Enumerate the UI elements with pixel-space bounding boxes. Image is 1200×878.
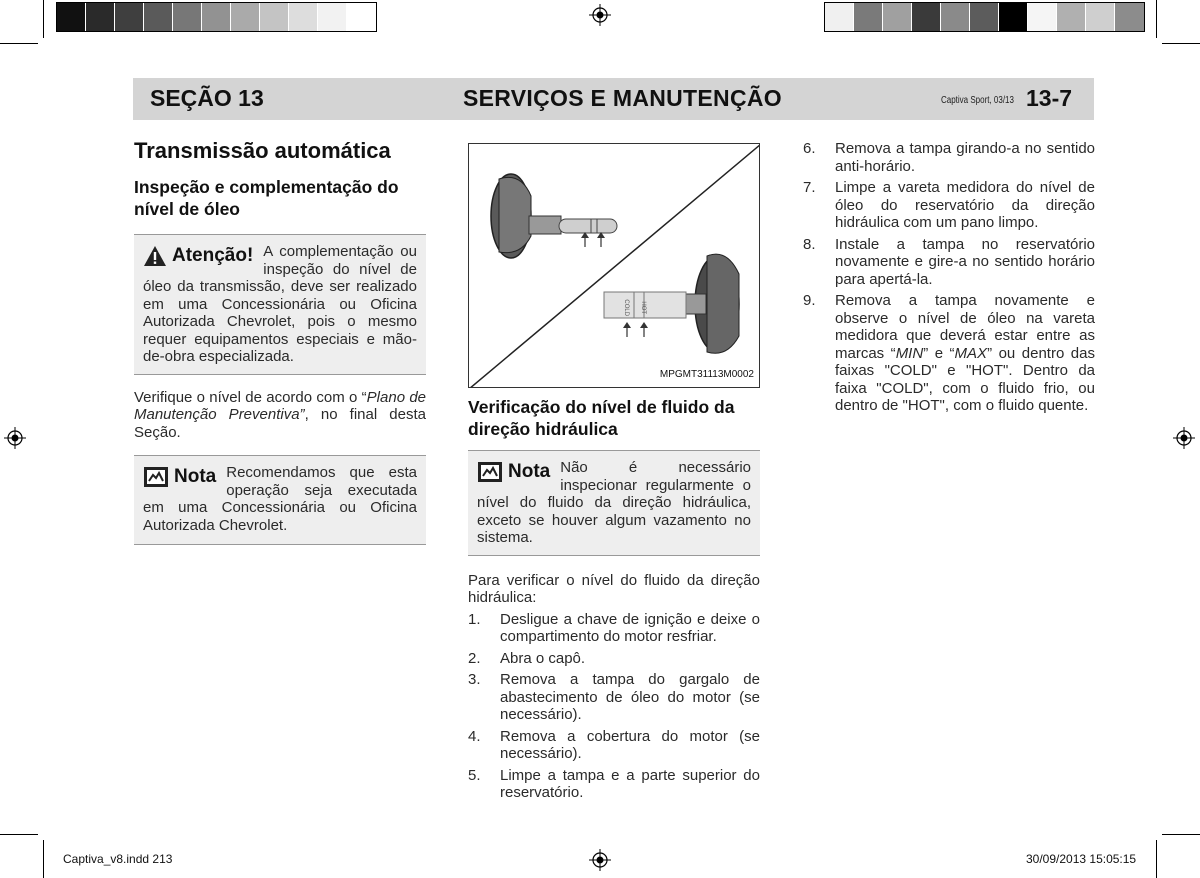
section-header [133,78,1094,120]
figure-code: MPGMT31113M0002 [659,368,754,380]
note-box [134,455,426,545]
warning-triangle-icon [143,245,167,267]
crop-mark [43,0,44,38]
step-text: Remova a tampa girando-a no sentido anti-horário. [835,140,1095,175]
max-mark: MAX [954,344,988,362]
color-swatch [941,3,970,31]
color-swatch [854,3,883,31]
color-swatch [318,3,347,31]
color-swatch [260,3,289,31]
registration-mark-icon [589,849,611,871]
step-text-part: Remova a tampa novamente e observe o nível de óleo na vareta medidora que deverá estar entre as marcas “ [835,292,1095,362]
note-icon [477,461,503,483]
note-tag [477,459,550,485]
footer-date: 30/09/2013 15:05:15 [1026,852,1137,866]
step-text: Limpe a tampa e a parte superior do reservatório. [500,766,760,801]
color-swatch [825,3,854,31]
step-number: 5. [468,766,481,784]
crop-mark [1162,43,1200,44]
paragraph-text: , no final desta Seção. [134,406,426,441]
step-text: Limpe a vareta medidora do nível de óleo do reservatório da direção hidráulica com um pano limpo. [835,179,1095,231]
page-heading: Transmissão automática [134,138,391,163]
color-swatch [1086,3,1115,31]
list-item [803,179,1095,232]
warning-text: A complementação ou inspeção do nível de óleo da transmissão, deve ser realizado em uma Concessionária ou Oficina Autorizada Chevrolet, pois o mesmo requer equipamentos especiais e mão-de-obra especializada. [143,243,417,365]
step-text [835,292,1095,415]
color-swatch [57,3,86,31]
subheading-power-steering: Verificação do nível de fluido da direção hidráulica [468,397,735,439]
note-icon [143,466,169,488]
list-item [468,611,760,646]
crop-mark [0,43,38,44]
step-number: 7. [803,179,816,196]
warning-box [134,234,426,375]
color-swatch [289,3,318,31]
crop-mark [1156,840,1157,878]
hot-label: HOT [640,301,647,315]
dipstick-figure [468,143,760,388]
step-text: Abra o capô. [500,649,586,667]
list-item [803,140,1095,175]
paragraph-text: Verifique o nível de acordo com o “ [134,388,367,406]
list-item [803,236,1095,289]
note-text: Recomendamos que esta operação seja executada em uma Concessionária ou Oficina Autorizada Chevrolet. [143,464,417,534]
preventive-plan-paragraph [134,389,426,442]
steps-list-2 [803,140,1095,415]
color-swatch [115,3,144,31]
step-number: 8. [803,235,816,253]
step-text-part: ” ou dentro das faixas "COLD" e "HOT". Dentro da faixa "COLD", com o fluido frio, ou dentro de "HOT", com o fluido quente. [835,344,1095,414]
step-text: Instale a tampa no reservatório novamente e gire-a no sentido horário para apertá-la. [835,235,1095,288]
note-label: Nota [508,461,551,482]
color-swatch [173,3,202,31]
note-text: Não é necessário inspecionar regularmente o nível do fluido da direção hidráulica, exceto se houver algum vazamento no sistema. [477,459,751,546]
cold-label: COLD [623,299,630,317]
color-swatch [231,3,260,31]
registration-mark-icon [589,4,611,26]
color-swatch [202,3,231,31]
color-swatch [970,3,999,31]
registration-mark-icon [1173,427,1195,449]
color-swatch [883,3,912,31]
step-number: 3. [468,671,481,688]
list-item [468,728,760,763]
warning-tag [143,243,253,269]
registration-mark-icon [4,427,26,449]
color-swatch [912,3,941,31]
color-swatch [1057,3,1086,31]
list-item [468,671,760,724]
warning-label: Atenção! [172,245,254,266]
crop-mark [0,834,38,835]
color-swatch [86,3,115,31]
footer-file: Captiva_v8.indd 213 [63,852,173,866]
step-number: 4. [468,727,481,745]
color-swatch [1115,3,1144,31]
color-swatch [144,3,173,31]
color-swatch [999,3,1028,31]
step-number: 6. [803,140,816,157]
plan-reference: Plano de Manutenção Preventiva” [134,388,427,423]
min-mark: MIN [895,344,924,362]
step-number: 2. [468,649,481,667]
step-text: Remova a cobertura do motor (se necessário). [500,727,760,762]
crop-mark [1156,0,1157,38]
step-text: Desligue a chave de ignição e deixe o compartimento do motor resfriar. [500,610,760,645]
color-swatch [347,3,376,31]
color-bar-right [824,2,1145,32]
step-number: 1. [468,610,481,628]
list-item [468,767,760,802]
page-number: 13-7 [1026,85,1073,111]
note-label: Nota [174,466,217,487]
column-left [134,138,426,545]
edition-label: Captiva Sport, 03/13 [941,95,1014,106]
intro-paragraph: Para verificar o nível do fluido da direção hidráulica: [468,571,760,606]
dipstick-illustration [469,144,760,388]
subheading-oil-level: Inspeção e complementação do nível de óleo [134,177,399,219]
color-swatch [1028,3,1057,31]
section-number: SEÇÃO 13 [150,85,264,111]
list-item [468,650,760,668]
crop-mark [43,840,44,878]
section-title: SERVIÇOS E MANUTENÇÃO [463,85,782,111]
step-number: 9. [803,292,816,309]
list-item [803,292,1095,415]
steps-list-1 [468,611,760,802]
step-text-part: ” e “ [923,344,955,362]
column-middle [468,143,760,802]
column-right [803,140,1095,415]
crop-mark [1162,834,1200,835]
note-box [468,450,760,556]
note-tag [143,464,216,490]
step-text: Remova a tampa do gargalo de abastecimento de óleo do motor (se necessário). [500,671,760,723]
color-bar-left [56,2,377,32]
